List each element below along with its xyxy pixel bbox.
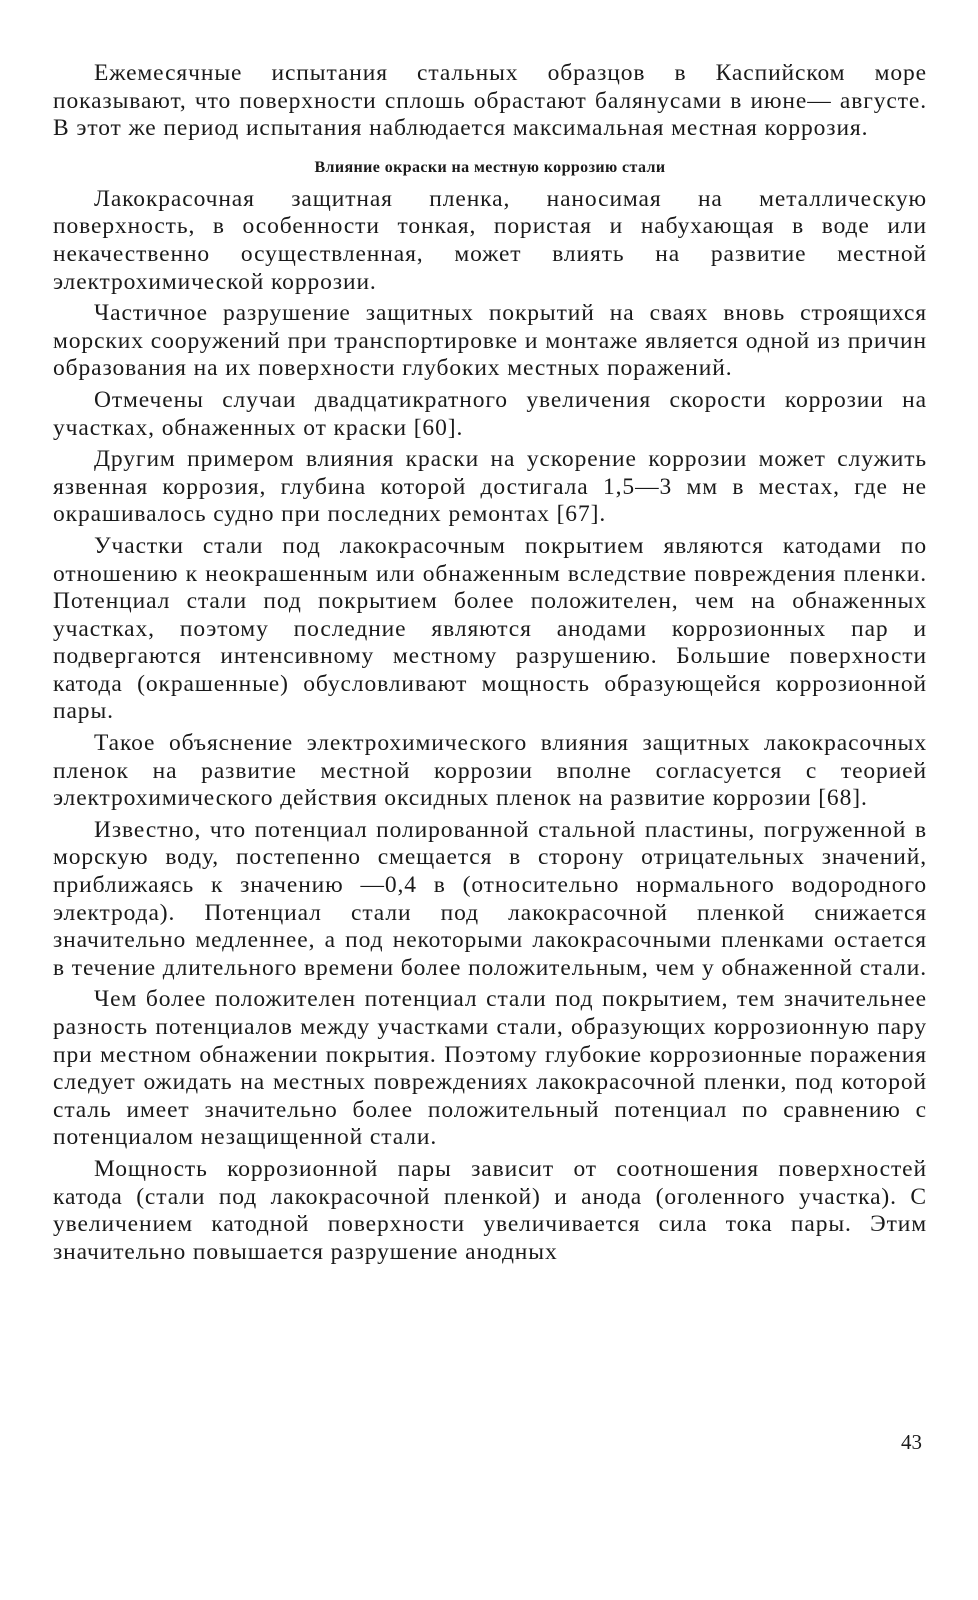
body-text	[53, 60, 927, 1266]
paragraph: Лакокрасочная защитная пленка, наносимая на металлическую поверхность, в особенности тонкая, пористая и набухающая в воде или некачественно осуществленная, может влиять на развитие местной электрохимической коррозии.	[53, 185, 927, 295]
paragraph: Известно, что потенциал полированной стальной пластины, погруженной в морскую воду, постепенно смещается в сторону отрицательных значений, приближаясь к значению —0,4 в (относительно нормального водородного электрода). Потенциал стали под лакокрасочной пленкой снижается значительно медленнее, а под некоторыми лакокрасочными пленками остается в течение длительного времени более положительным, чем у обнаженной стали.	[53, 816, 927, 981]
paragraph: Участки стали под лакокрасочным покрытием являются катодами по отношению к неокрашенным или обнаженным вследствие повреждения пленки. Потенциал стали под покрытием более положителен, чем на обнаженных участках, поэтому последние являются анодами коррозионных пар и подвергаются интенсивному местному разрушению. Большие поверхности катода (окрашенные) обусловливают мощность образующейся коррозионной пары.	[53, 532, 927, 725]
paragraph-intro: Ежемесячные испытания стальных образцов в Каспийском море показывают, что поверхности сплошь обрастают балянусами в июне— августе. В этот же период испытания наблюдается максимальная местная коррозия.	[53, 60, 927, 142]
paragraph: Такое объяснение электрохимического влияния защитных лакокрасочных пленок на развитие местной коррозии вполне согласуется с теорией электрохимического действия оксидных пленок на развитие коррозии [68].	[53, 730, 927, 812]
paragraph: Другим примером влияния краски на ускорение коррозии может служить язвенная коррозия, глубина которой достигала 1,5—3 мм в местах, где не окрашивалось судно при последних ремонтах [67].	[53, 446, 927, 528]
paragraph: Мощность коррозионной пары зависит от соотношения поверхностей катода (стали под лакокрасочной пленкой) и анода (оголенного участка). С увеличением катодной поверхности увеличивается сила тока пары. Этим значительно повышается разрушение анодных	[53, 1155, 927, 1265]
section-heading: Влияние окраски на местную коррозию стали	[314, 158, 666, 176]
page-number: 43	[901, 1430, 922, 1454]
paragraph: Чем более положителен потенциал стали под покрытием, тем значительнее разность потенциалов между участками стали, образующих коррозионную пару при местном обнажении покрытия. Поэтому глубокие коррозионные поражения следует ожидать на местных повреждениях лакокрасочной пленки, под которой сталь имеет значительно более положительный потенциал по сравнению с потенциалом незащищенной стали.	[53, 986, 927, 1151]
paragraph: Частичное разрушение защитных покрытий на сваях вновь строящихся морских сооружений при транспортировке и монтаже является одной из причин образования на их поверхности глубоких местных поражений.	[53, 300, 927, 382]
paragraph: Отмечены случаи двадцатикратного увеличения скорости коррозии на участках, обнаженных от краски [60].	[53, 386, 927, 441]
